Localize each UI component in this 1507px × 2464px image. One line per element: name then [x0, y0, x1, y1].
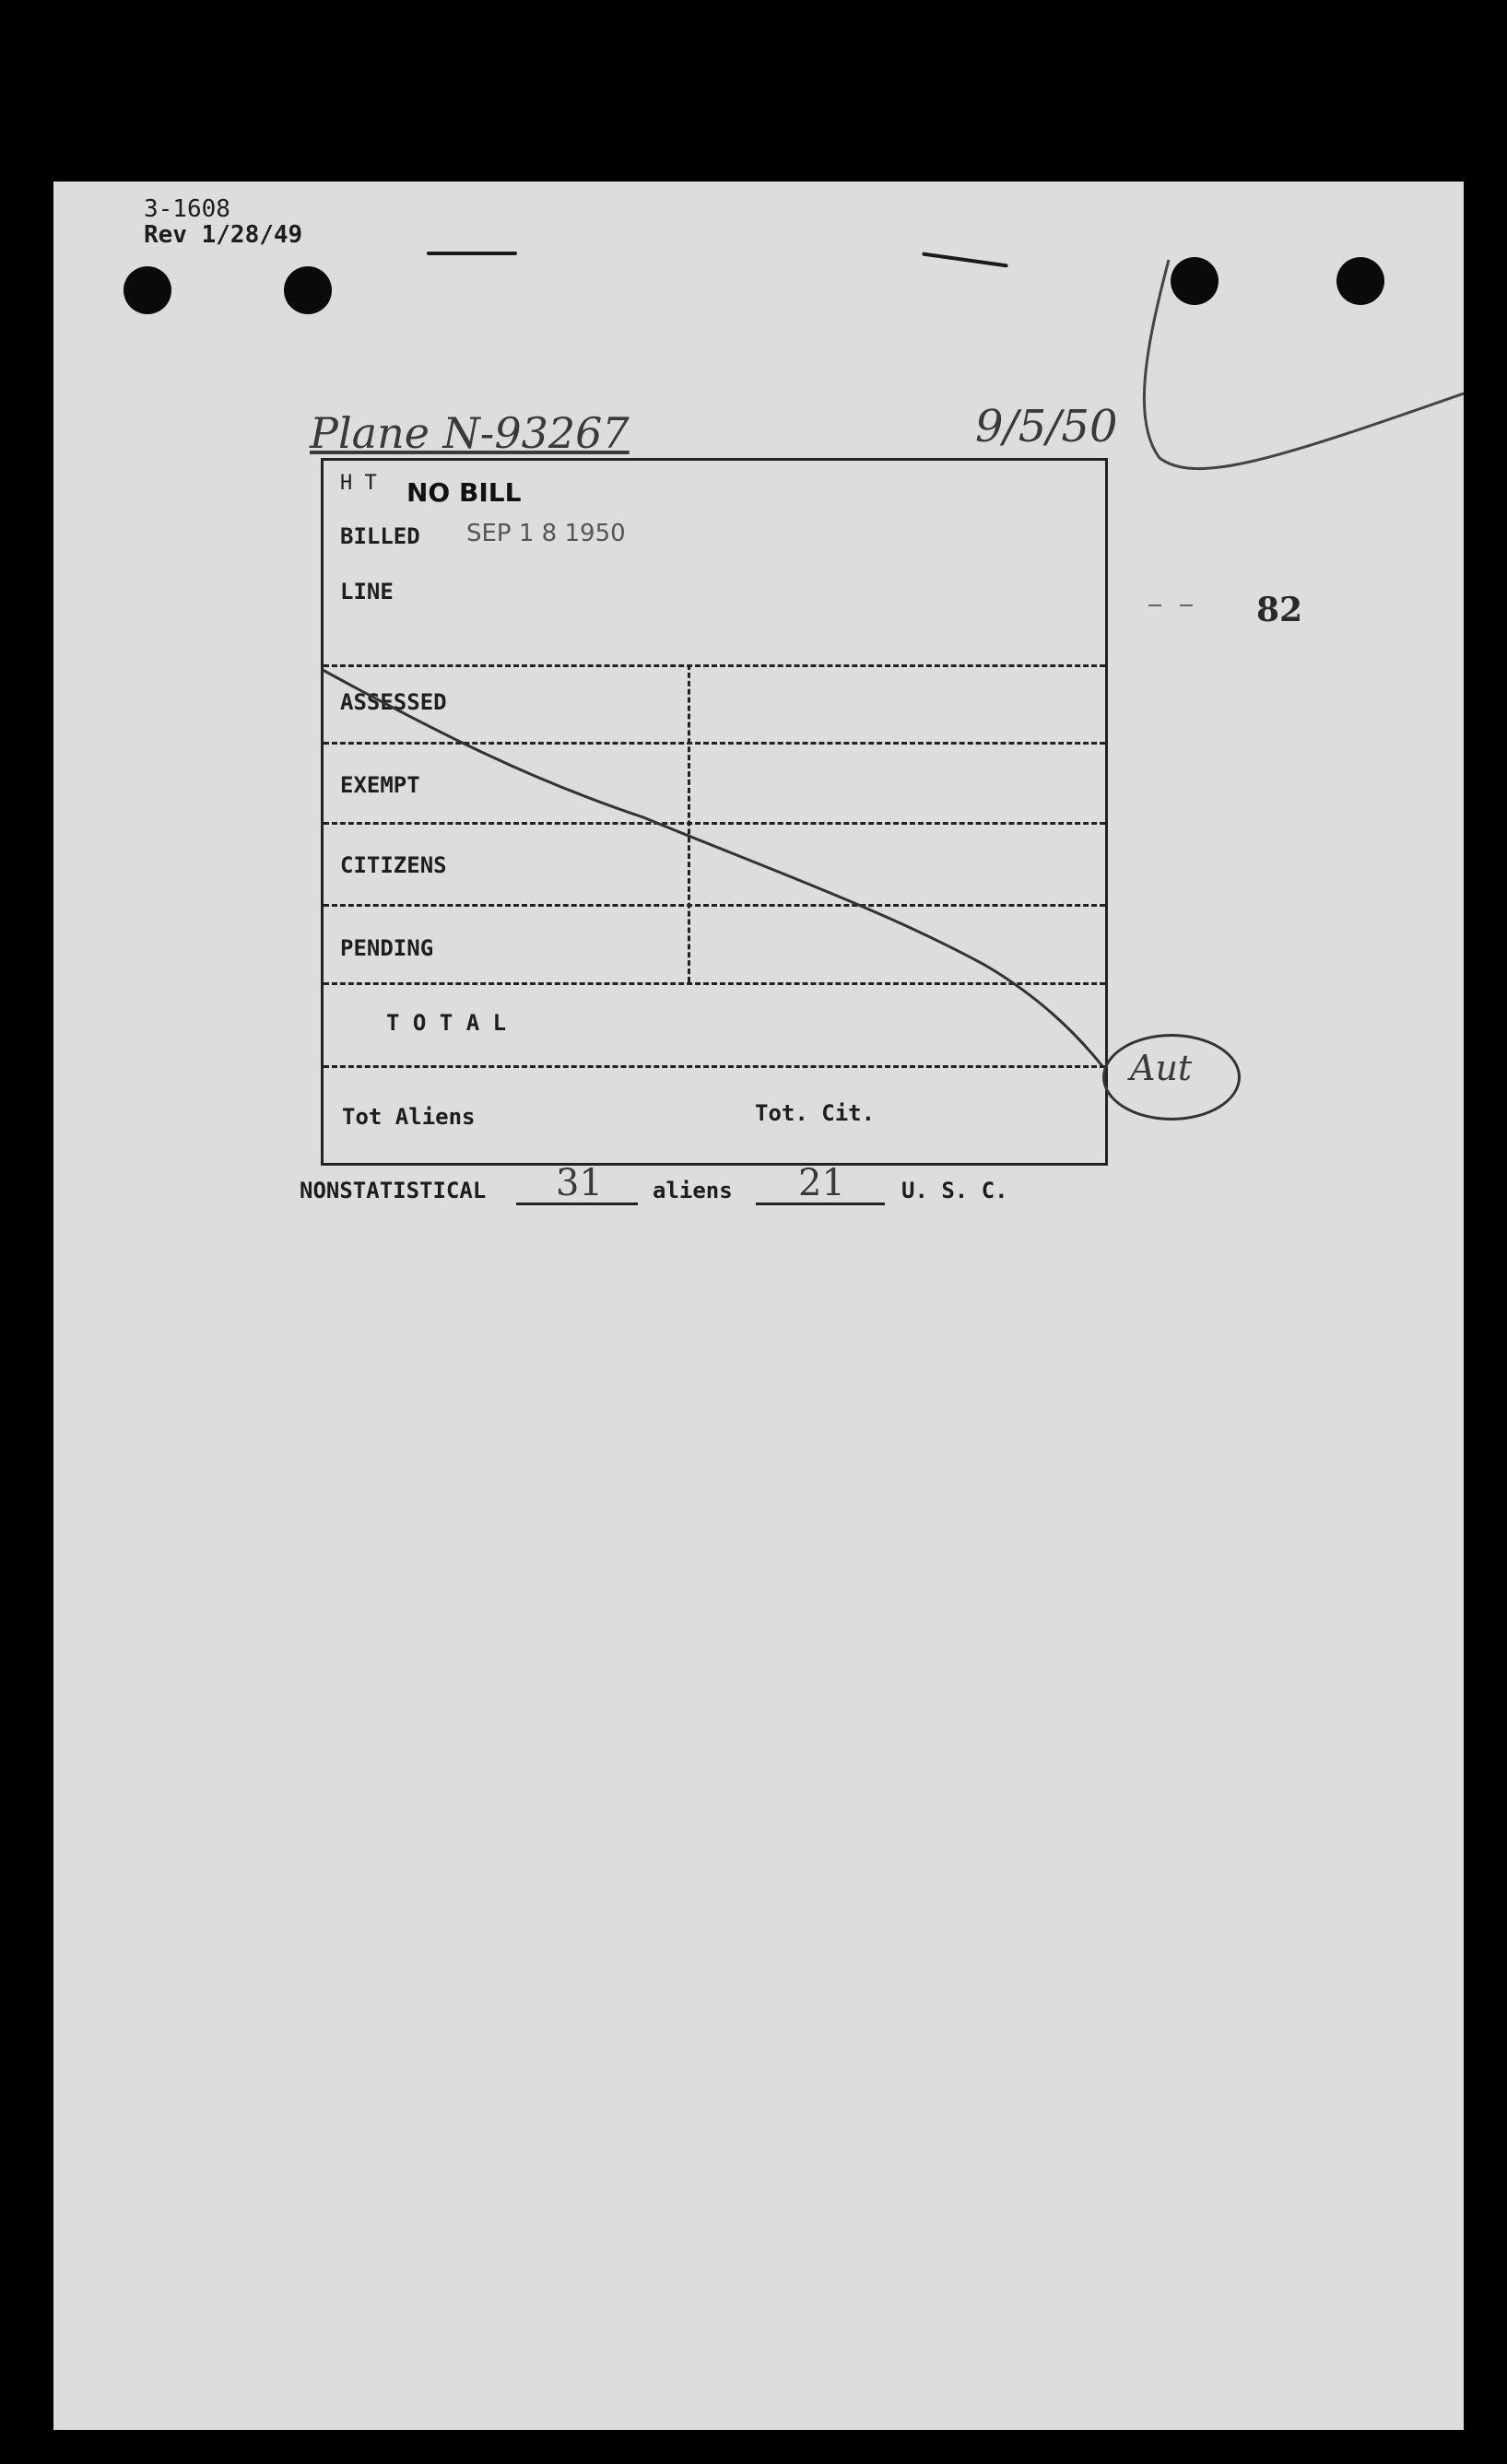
no-bill-stamp: NO BILL — [406, 477, 522, 508]
aliens-label: aliens — [653, 1178, 733, 1203]
line-label: LINE — [340, 579, 394, 604]
row-label-pending: PENDING — [340, 935, 434, 961]
pencil-marks — [53, 182, 1464, 2430]
circled-note-text: Aut — [1130, 1048, 1193, 1088]
nonstatistical-label: NONSTATISTICAL — [300, 1178, 487, 1203]
usc-count: 21 — [798, 1162, 845, 1204]
row-label-assessed: ASSESSED — [340, 689, 447, 715]
page-number: 82 — [1256, 591, 1303, 629]
total-label: T O T A L — [386, 1010, 507, 1036]
row-label-citizens: CITIZENS — [340, 852, 447, 878]
row-label-exempt: EXEMPT — [340, 772, 420, 798]
plane-annotation: Plane N-93267 — [310, 408, 630, 458]
aliens-count: 31 — [556, 1162, 603, 1204]
form-revision: Rev 1/28/49 — [144, 221, 303, 249]
date-annotation: 9/5/50 — [975, 401, 1118, 452]
ht-label: H T — [340, 472, 377, 495]
tot-cit-label: Tot. Cit. — [755, 1100, 876, 1126]
tot-aliens-label: Tot Aliens — [342, 1104, 476, 1130]
billed-date-stamp: SEP 1 8 1950 — [466, 520, 626, 547]
document-page — [53, 182, 1464, 2430]
form-number: 3-1608 — [144, 195, 230, 223]
usc-label: U. S. C. — [901, 1178, 1008, 1203]
billed-label: BILLED — [340, 523, 420, 549]
